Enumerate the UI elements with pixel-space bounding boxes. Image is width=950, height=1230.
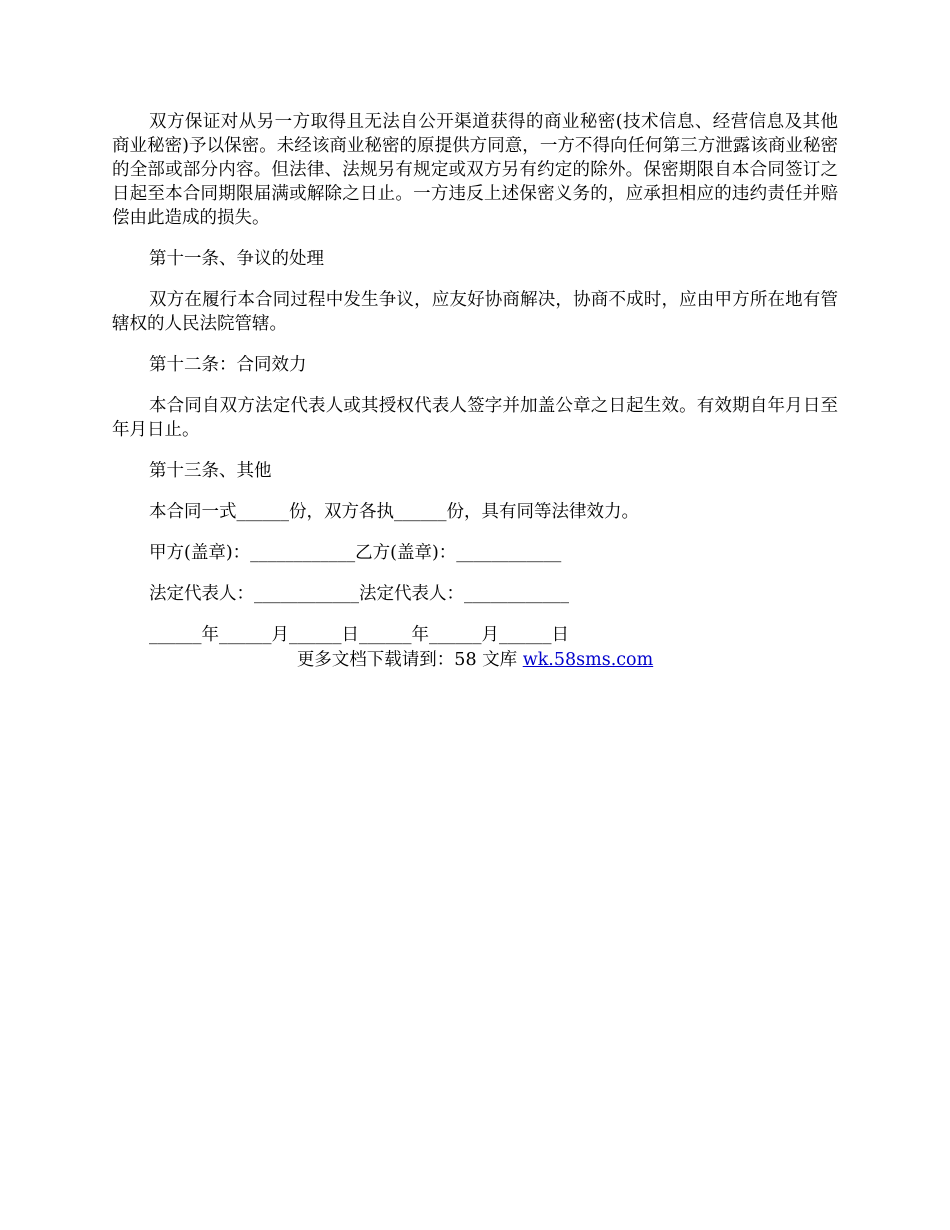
date-line: ______年______月______日______年______月______日 [149, 625, 569, 645]
representative-line: 法定代表人：____________法定代表人：____________ [149, 584, 569, 604]
copies-line: 本合同一式______份，双方各执______份，具有同等法律效力。 [149, 502, 639, 522]
document-body [112, 110, 838, 664]
dispute-paragraph: 双方在履行本合同过程中发生争议，应友好协商解决，协商不成时，应由甲方所在地有管辖权的人民法院管辖。 [112, 290, 838, 334]
confidentiality-paragraph: 双方保证对从另一方取得且无法自公开渠道获得的商业秘密(技术信息、经营信息及其他商业秘密)予以保密。未经该商业秘密的原提供方同意，一方不得向任何第三方泄露该商业秘密的全部或部分内容。但法律、法规另有规定或双方另有约定的除外。保密期限自本合同签订之日起至本合同期限届满或解除之日止。一方违反上述保密义务的，应承担相应的违约责任并赔偿由此造成的损失。 [112, 112, 838, 228]
article-13-heading: 第十三条、其他 [149, 461, 272, 481]
article-12-heading: 第十二条：合同效力 [149, 355, 307, 375]
seal-line: 甲方(盖章)：____________乙方(盖章)：____________ [149, 543, 562, 563]
validity-paragraph: 本合同自双方法定代表人或其授权代表人签字并加盖公章之日起生效。有效期自年月日至年月日止。 [112, 396, 838, 440]
article-11-heading: 第十一条、争议的处理 [149, 249, 324, 269]
footer-prefix: 更多文档下载请到：58 文库 [296, 650, 523, 670]
footer-link[interactable]: wk.58sms.com [522, 650, 654, 670]
download-footer [0, 648, 950, 672]
